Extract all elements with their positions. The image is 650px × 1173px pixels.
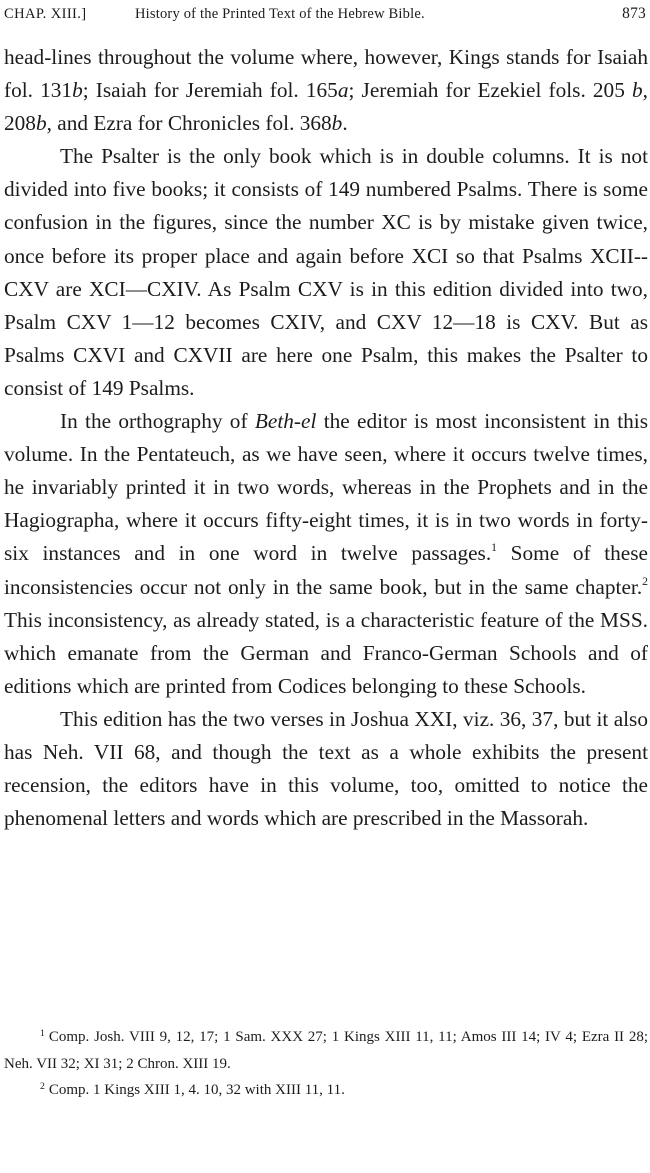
running-title: History of the Printed Text of the Hebrew Bible. [135, 6, 425, 22]
italic-folio-letter: a [337, 78, 349, 103]
footnote-reference[interactable]: 2 [642, 574, 648, 588]
footnote-reference[interactable]: 1 [491, 541, 498, 555]
text-run: the editor is most inconsistent in this volume. In the Pentateuch, as we have seen, where it occurs twelve times, he invariably printed it in two words, whereas in the Prophets and in the Hagiographa, where it occurs fifty-eight times, it is in two words in forty-six instances and in one word in twelve passages. [4, 409, 648, 566]
italic-folio-letter: b [331, 111, 343, 136]
text-run: In the orthography of [60, 409, 255, 434]
footnote-text: Comp. 1 Kings XIII 1, 4. 10, 32 with XIII 11, 11. [48, 1082, 345, 1098]
footnote-2 [4, 1077, 648, 1104]
text-run: head-lines throughout the volume where, however, Kings stands for Isaiah fol. 131 [4, 45, 648, 103]
paragraph-psalter [4, 140, 648, 405]
page-number: 873 [622, 5, 646, 22]
text-run: This edition has the two verses in Joshua XXI, viz. 36, 37, but it also has Neh. VII 68, and though the text as a whole exhibits the present recension, the editors have in this volume, too, omitted to notice the phenomenal letters and words which are prescribed in the Massorah. [4, 706, 648, 831]
text-run: , 208 [4, 78, 648, 136]
paragraph-beth-el [4, 405, 648, 703]
italic-term: Beth-el [254, 409, 317, 434]
running-header [4, 3, 646, 25]
text-run: . [342, 111, 348, 136]
text-run: ; Isaiah for Jeremiah fol. 165 [82, 78, 338, 103]
italic-folio-letter: b [632, 78, 643, 103]
footnote-mark: 1 [40, 1027, 45, 1039]
paragraph-continuation [4, 41, 648, 140]
body-text [4, 41, 648, 835]
text-run: ; Jeremiah for Ezekiel fols. 205 [348, 78, 632, 103]
chapter-label: CHAP. XIII.] [4, 6, 87, 22]
paragraph-joshua [4, 703, 648, 835]
text-run: The Psalter is the only book which is in double columns. It is not divided into five books; it consists of 149 numbered Psalms. There is some confusion in the figures, since the number XC is by mistake given twice, once before its proper place and again before XCI so that Psalms XCII--CXV are XCI—CXIV. As Psalm CXV is in this edition divided into two, Psalm CXV 1—12 becomes CXIV, and CXV 12—18 is CXV. But as Psalms CXVI and CXVII are here one Psalm, this makes the Psalter to consist of 149 Psalms. [4, 144, 648, 400]
footnote-text: Comp. Josh. VIII 9, 12, 17; 1 Sam. XXX 27; 1 Kings XIII 11, 11; Amos III 14; IV 4; Ezra II 28; Neh. VII 32; XI 31; 2 Chron. XIII 19. [4, 1029, 648, 1072]
italic-folio-letter: b [72, 78, 83, 103]
text-run: Some of these inconsistencies occur not only in the same book, but in the same chapter. [4, 541, 648, 599]
footnote-mark: 2 [40, 1080, 45, 1092]
text-run: This inconsistency, as already stated, is a characteristic feature of the MSS. which emanate from the German and Franco-German Schools and of editions which are printed from Codices belonging to these Schools. [4, 607, 648, 698]
italic-folio-letter: b [35, 111, 47, 136]
footnote-1 [4, 1024, 648, 1077]
footnotes [4, 1024, 648, 1104]
text-run: , and Ezra for Chronicles fol. 368 [46, 111, 332, 136]
